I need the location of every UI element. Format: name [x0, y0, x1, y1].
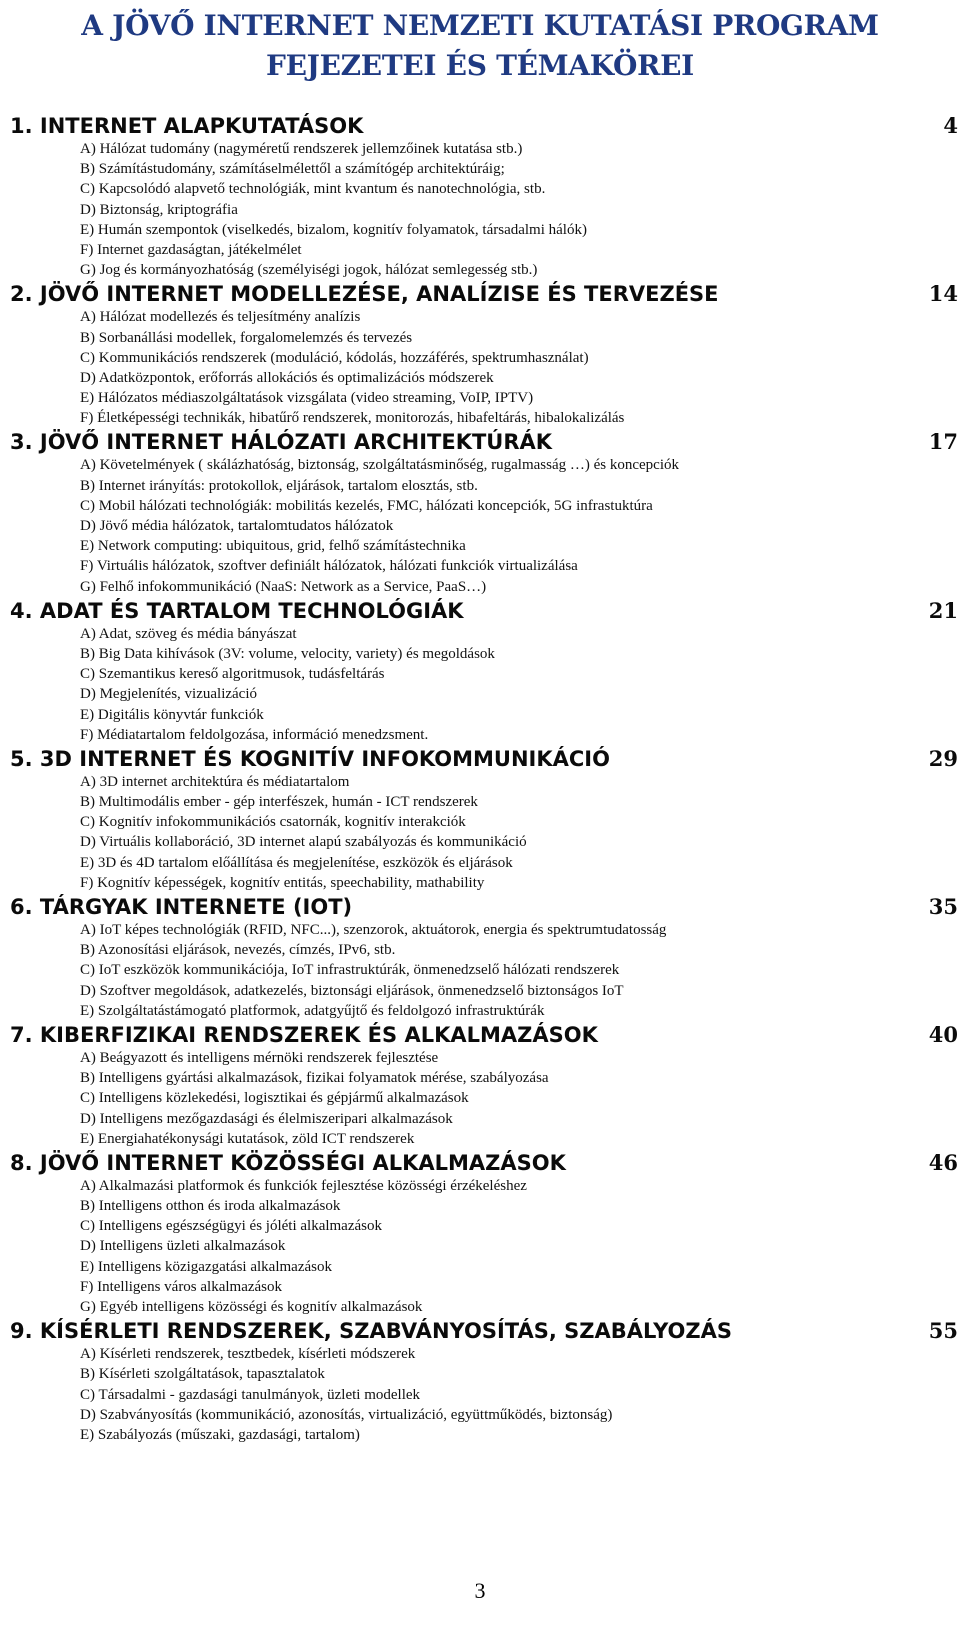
toc-subtopic-item: E) 3D és 4D tartalom előállítása és megjelenítése, eszközök és eljárások: [80, 854, 513, 871]
toc-section-heading-row: [10, 112, 958, 139]
toc-section-heading: 1. INTERNET ALAPKUTATÁSOK: [10, 114, 364, 138]
toc-subtopic-item: G) Felhő infokommunikáció (NaaS: Network as a Service, PaaS…): [80, 578, 487, 595]
toc-section: [10, 745, 958, 893]
toc-section-heading-row: [10, 1021, 958, 1048]
toc-subtopic-item: D) Biztonság, kriptográfia: [80, 201, 238, 218]
toc-subtopic-item: F) Internet gazdaságtan, játékelmélet: [80, 241, 302, 258]
toc-subtopic-item: G) Egyéb intelligens közösségi és kognitív alkalmazások: [80, 1299, 423, 1315]
toc-subtopic-item: D) Adatközpontok, erőforrás allokációs és optimalizációs módszerek: [80, 369, 494, 386]
toc-subtopic-item: B) Azonosítási eljárások, nevezés, címzés, IPv6, stb.: [80, 942, 396, 959]
toc-subtopic-item: F) Médiatartalom feldolgozása, információ menedzsment.: [80, 726, 429, 743]
toc-subtopic-item: F) Életképességi technikák, hibatűrő rendszerek, monitorozás, hibafeltárás, hibalokalizálás: [80, 410, 625, 427]
toc-subtopic-item: C) Kommunikációs rendszerek (moduláció, kódolás, hozzáférés, spektrumhasználat): [80, 349, 589, 366]
toc-subtopic-item: A) 3D internet architektúra és médiatartalom: [80, 773, 350, 790]
toc-section-page-number: 17: [928, 429, 958, 455]
toc-section-heading: 9. KÍSÉRLETI RENDSZEREK, SZABVÁNYOSÍTÁS, SZABÁLYOZÁS: [10, 1319, 733, 1344]
toc-subtopic-item: B) Multimodális ember - gép interfészek, humán - ICT rendszerek: [80, 794, 478, 811]
toc-subtopic-item: E) Energiahatékonysági kutatások, zöld ICT rendszerek: [80, 1130, 415, 1147]
toc-subtopic-list: [10, 455, 958, 596]
toc-subtopic-item: D) Jövő média hálózatok, tartalomtudatos hálózatok: [80, 518, 394, 534]
toc-subtopic-list: [10, 624, 958, 745]
toc-section-heading: 7. KIBERFIZIKAI RENDSZEREK ÉS ALKALMAZÁSOK: [10, 1022, 598, 1047]
toc-subtopic-list: [10, 139, 958, 280]
toc-section: [10, 1317, 958, 1445]
toc-subtopic-item: G) Jog és kormányozhatóság (személyiségi jogok, hálózat semlegesség stb.): [80, 262, 538, 279]
toc-section-heading-row: [10, 893, 958, 920]
toc-section-heading: 4. ADAT ÉS TARTALOM TECHNOLÓGIÁK: [10, 598, 464, 623]
toc-subtopic-item: B) Big Data kihívások (3V: volume, velocity, variety) és megoldások: [80, 645, 495, 662]
toc-subtopic-item: C) Kognitív infokommunikációs csatornák, kognitív interakciók: [80, 814, 466, 831]
toc-subtopic-item: C) IoT eszközök kommunikációja, IoT infrastruktúrák, önmenedzselő hálózati rendszerek: [80, 962, 620, 979]
toc-subtopic-item: C) Szemantikus kereső algoritmusok, tudásfeltárás: [80, 666, 385, 683]
toc-subtopic-item: D) Virtuális kollaboráció, 3D internet alapú szabályozás és kommunikáció: [80, 834, 527, 851]
toc-subtopic-item: A) Kísérleti rendszerek, tesztbedek, kísérleti módszerek: [80, 1346, 416, 1363]
toc-subtopic-item: A) Beágyazott és intelligens mérnöki rendszerek fejlesztése: [80, 1049, 439, 1066]
toc-subtopic-item: E) Szabályozás (műszaki, gazdasági, tartalom): [80, 1426, 360, 1443]
toc-section-heading: 8. JÖVŐ INTERNET KÖZÖSSÉGI ALKALMAZÁSOK: [10, 1150, 566, 1175]
toc-subtopic-item: E) Hálózatos médiaszolgáltatások vizsgálata (video streaming, VoIP, IPTV): [80, 390, 534, 407]
toc-section-page-number: 29: [928, 745, 958, 771]
toc-subtopic-item: E) Szolgáltatástámogató platformok, adatgyűjtő és feldolgozó infrastruktúrák: [80, 1002, 545, 1019]
toc-subtopic-item: D) Szoftver megoldások, adatkezelés, biztonsági eljárások, önmenedzselő biztonságos IoT: [80, 982, 624, 999]
toc-subtopic-item: B) Intelligens otthon és iroda alkalmazások: [80, 1198, 341, 1215]
document-title-line-1: A JÖVŐ INTERNET NEMZETI KUTATÁSI PROGRAM: [81, 9, 879, 42]
toc-section-heading: 2. JÖVŐ INTERNET MODELLEZÉSE, ANALÍZISE ÉS TERVEZÉSE: [10, 282, 719, 307]
toc-section-heading: 3. JÖVŐ INTERNET HÁLÓZATI ARCHITEKTÚRÁK: [10, 430, 553, 455]
toc-subtopic-list: [10, 920, 958, 1021]
toc-subtopic-item: B) Kísérleti szolgáltatások, tapasztalatok: [80, 1366, 325, 1383]
toc-section: [10, 1149, 958, 1317]
toc-subtopic-item: B) Intelligens gyártási alkalmazások, fizikai folyamatok mérése, szabályozása: [80, 1070, 549, 1087]
toc-subtopic-item: A) Hálózat tudomány (nagyméretű rendszerek jellemzőinek kutatása stb.): [80, 141, 523, 157]
document-title: [0, 6, 960, 86]
page-number: 3: [474, 1578, 486, 1603]
toc-subtopic-item: A) IoT képes technológiák (RFID, NFC...), szenzorok, aktuátorok, energia és spektrumtudatosság: [80, 922, 667, 938]
toc-subtopic-item: C) Mobil hálózati technológiák: mobilitás kezelés, FMC, hálózati koncepciók, 5G infrastuktúra: [80, 497, 653, 514]
toc-section: [10, 112, 958, 280]
toc-section-page-number: 55: [928, 1318, 958, 1344]
toc-section: [10, 1021, 958, 1149]
toc-section-page-number: 35: [928, 894, 958, 919]
toc-section-heading-row: [10, 1317, 958, 1344]
toc-section-heading-row: [10, 428, 958, 455]
toc-subtopic-item: E) Digitális könyvtár funkciók: [80, 706, 264, 723]
toc-subtopic-item: A) Adat, szöveg és média bányászat: [80, 625, 297, 642]
toc-subtopic-item: A) Követelmények ( skálázhatóság, biztonság, szolgáltatásminőség, rugalmasság …) és koncepciók: [80, 457, 679, 474]
toc-section-heading-row: [10, 597, 958, 624]
toc-subtopic-item: E) Intelligens közigazgatási alkalmazások: [80, 1258, 332, 1275]
toc-subtopic-list: [10, 772, 958, 893]
toc-subtopic-item: C) Társadalmi - gazdasági tanulmányok, üzleti modellek: [80, 1386, 421, 1403]
toc-subtopic-item: B) Sorbanállási modellek, forgalomelemzés és tervezés: [80, 329, 413, 346]
toc-section-page-number: 40: [928, 1021, 958, 1047]
toc-section-heading: 5. 3D INTERNET ÉS KOGNITÍV INFOKOMMUNIKÁCIÓ: [10, 746, 610, 771]
toc-section-heading-row: [10, 745, 958, 772]
toc-section: [10, 428, 958, 596]
toc-section-heading-row: [10, 1149, 958, 1176]
toc-subtopic-item: D) Intelligens üzleti alkalmazások: [80, 1238, 286, 1255]
document-title-line-2: FEJEZETEI ÉS TÉMAKÖREI: [266, 49, 694, 82]
toc-section-heading-row: [10, 280, 958, 307]
toc-subtopic-item: D) Megjelenítés, vizualizáció: [80, 686, 258, 703]
toc-section: [10, 280, 958, 428]
toc-subtopic-list: [10, 1344, 958, 1445]
toc-subtopic-item: B) Internet irányítás: protokollok, eljárások, tartalom elosztás, stb.: [80, 477, 478, 494]
toc-subtopic-item: A) Hálózat modellezés és teljesítmény analízis: [80, 309, 361, 326]
toc-section-heading: 6. TÁRGYAK INTERNETE (IOT): [10, 895, 353, 919]
toc-section-page-number: 14: [928, 281, 958, 307]
toc-subtopic-list: [10, 307, 958, 428]
toc-subtopic-item: B) Számítástudomány, számításelmélettől a számítógép architektúráig;: [80, 161, 505, 178]
toc-section-page-number: 4: [943, 113, 958, 138]
toc-section: [10, 597, 958, 745]
table-of-contents: [10, 112, 958, 1445]
toc-subtopic-item: C) Kapcsolódó alapvető technológiák, mint kvantum és nanotechnológia, stb.: [80, 181, 546, 198]
toc-subtopic-item: F) Intelligens város alkalmazások: [80, 1278, 283, 1295]
toc-subtopic-item: D) Intelligens mezőgazdasági és élelmiszeripari alkalmazások: [80, 1110, 453, 1127]
toc-subtopic-list: [10, 1176, 958, 1317]
toc-subtopic-item: A) Alkalmazási platformok és funkciók fejlesztése közösségi érzékeléshez: [80, 1177, 527, 1194]
toc-section: [10, 893, 958, 1021]
toc-subtopic-list: [10, 1048, 958, 1149]
toc-subtopic-item: F) Virtuális hálózatok, szoftver definiált hálózatok, hálózati funkciók virtualizálása: [80, 558, 578, 575]
toc-subtopic-item: C) Intelligens egészségügyi és jóléti alkalmazások: [80, 1218, 382, 1235]
toc-subtopic-item: E) Network computing: ubiquitous, grid, felhő számítástechnika: [80, 538, 466, 555]
toc-subtopic-item: F) Kognitív képességek, kognitív entitás, speechability, mathability: [80, 874, 485, 891]
toc-subtopic-item: D) Szabványosítás (kommunikáció, azonosítás, virtualizáció, együttműködés, biztonság): [80, 1406, 613, 1423]
toc-subtopic-item: C) Intelligens közlekedési, logisztikai és gépjármű alkalmazások: [80, 1090, 469, 1107]
toc-section-page-number: 21: [928, 597, 958, 623]
toc-subtopic-item: E) Humán szempontok (viselkedés, bizalom, kognitív folyamatok, társadalmi hálók): [80, 221, 587, 238]
toc-section-page-number: 46: [928, 1149, 958, 1175]
